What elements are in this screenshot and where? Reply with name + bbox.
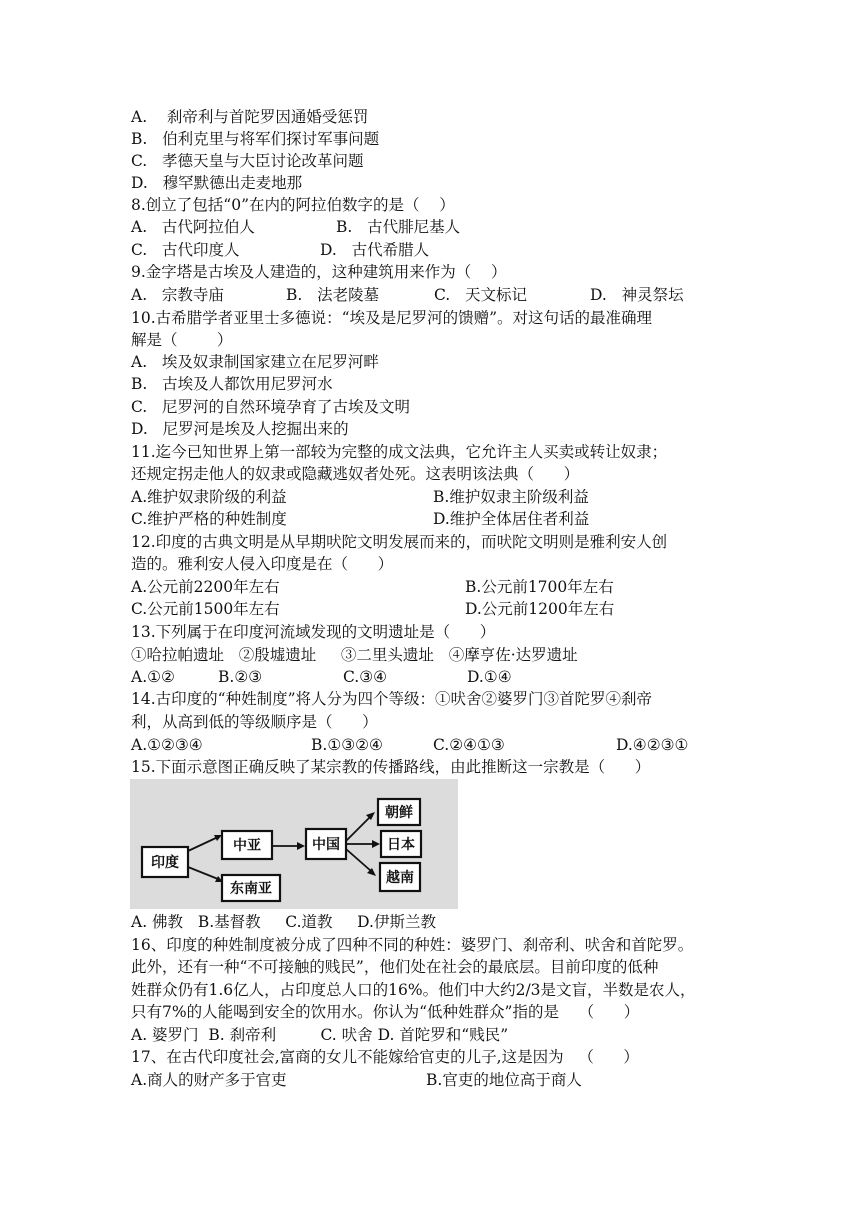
religion-spread-diagram [130,779,458,909]
node-japan [381,831,421,857]
answer-option: B.官吏的地位高于商人 [426,1071,582,1089]
answer-option: B.②③ [218,668,263,686]
node-central-asia [222,831,272,859]
question-text: 8.创立了包括“0”在内的阿拉伯数字的是（ ） [131,196,455,214]
answer-option: A.维护奴隶阶级的利益 [131,488,287,506]
question-text: 12.印度的古典文明是从早期吠陀文明发展而来的，而吠陀文明则是雅利安人创 [131,533,668,551]
answer-option: C. 孝德天皇与大臣讨论改革问题 [131,152,364,170]
answer-option: B. 伯利克里与将军们探讨军事问题 [131,130,380,148]
question-text: A. 婆罗门 B. 刹帝利 C. 吠舍 D. 首陀罗和“贱民” [131,1026,509,1044]
answer-option: B. 古代腓尼基人 [336,218,461,236]
answer-option: A.商人的财产多于官吏 [131,1071,287,1089]
answer-option: B. 法老陵墓 [286,286,380,304]
answer-option: A. 刹帝利与首陀罗因通婚受惩罚 [131,108,369,126]
answer-option: D.①④ [467,668,512,686]
answer-option: D. 尼罗河是埃及人挖掘出来的 [131,420,349,438]
node-vietnam-label: 越南 [386,870,414,886]
question-text: 10.古希腊学者亚里士多德说：“埃及是尼罗河的馈赠”。对这句话的最准确理 [131,309,653,327]
node-southeast-asia [222,875,280,901]
answer-option: A.公元前2200年左右 [131,578,280,596]
diagram-svg [130,779,458,909]
answer-option: D. 神灵祭坛 [590,286,684,304]
question-text: ①哈拉帕遗址 ②殷墟遗址 ③二里头遗址 ④摩亨佐·达罗遗址 [131,646,578,664]
answer-option: C.维护严格的种姓制度 [131,510,287,528]
answer-option: C. 尼罗河的自然环境孕育了古埃及文明 [131,398,411,416]
node-southeast-asia-label: 东南亚 [230,881,272,897]
question-text: 姓群众仍有1.6亿人，占印度总人口的16%。他们中大约2/3是文盲，半数是农人， [131,981,696,999]
answer-option: A. 宗教寺庙 [131,286,224,304]
question-text: 15.下面示意图正确反映了某宗教的传播路线，由此推断这一宗教是（ ） [131,758,651,776]
answer-option: C.公元前1500年左右 [131,600,280,618]
arrow-india-centralasia [188,837,218,851]
node-india [142,847,188,877]
arrow-china-vietnam [346,849,371,871]
answer-option: C. 古代印度人 [131,241,240,259]
node-japan-label: 日本 [387,837,415,853]
node-korea [378,799,420,825]
question-text: 16、印度的种姓制度被分成了四种不同的种姓：婆罗门、刹帝利、吠舍和首陀罗。 [131,936,694,954]
node-india-label: 印度 [151,855,179,871]
node-central-asia-label: 中亚 [233,838,261,854]
question-text: 解是（ ） [131,331,233,349]
answer-option: B.①③②④ [311,736,383,754]
question-text: 11.迄今已知世界上第一部较为完整的成文法典，它允许主人买卖或转让奴隶； [131,443,668,461]
question-text: 造的。雅利安人侵入印度是在（ ） [131,555,394,573]
question-text: 还规定拐走他人的奴隶或隐藏逃奴者处死。这表明该法典（ ） [131,465,580,483]
arrow-china-korea [346,817,370,841]
node-china-label: 中国 [312,837,340,853]
question-text: 9.金字塔是古埃及人建造的，这种建筑用来作为（ ） [131,263,507,281]
answer-option: D. 古代希腊人 [320,241,430,259]
answer-option: D. 穆罕默德出走麦地那 [131,174,303,192]
node-korea-label: 朝鲜 [385,805,413,821]
answer-option: C. 天文标记 [434,286,528,304]
answer-option: A. 埃及奴隶制国家建立在尼罗河畔 [131,353,379,371]
answer-option: A. 古代阿拉伯人 [131,218,255,236]
answer-option: B. 古埃及人都饮用尼罗河水 [131,375,333,393]
answer-option: A.①② [131,668,175,686]
answer-option: B.公元前1700年左右 [465,578,614,596]
arrow-india-southeastasia [188,867,218,879]
answer-option: D.维护全体居住者利益 [433,510,590,528]
answer-option: A.①②③④ [131,736,203,754]
question-text: 14.古印度的“种姓制度”将人分为四个等级：①吠舍②婆罗门③首陀罗④刹帝 [131,690,653,708]
answer-option: D.公元前1200年左右 [465,600,615,618]
question-text: A. 佛教 B.基督教 C.道教 D.伊斯兰教 [131,913,436,931]
question-text: 17、在古代印度社会,富商的女儿不能嫁给官吏的儿子,这是因为 （ ） [131,1048,639,1066]
arrowhead [372,840,380,848]
answer-option: C.②④①③ [433,736,505,754]
node-vietnam [380,863,420,891]
diagram-arrows [188,812,380,882]
question-text: 此外，还有一种“不可接触的贱民”，他们处在社会的最底层。目前印度的低种 [131,958,659,976]
answer-option: B.维护奴隶主阶级利益 [433,488,589,506]
question-text: 13.下列属于在印度河流域发现的文明遗址是（ ） [131,623,496,641]
answer-option: C.③④ [343,668,388,686]
question-text: 利，从高到低的等级顺序是（ ） [131,713,378,731]
node-china [306,829,346,859]
arrowhead [297,842,305,850]
question-text: 只有7%的人能喝到安全的饮用水。你认为“低种姓群众”指的是 （ ） [131,1003,640,1021]
answer-option: D.④②③① [616,736,689,754]
